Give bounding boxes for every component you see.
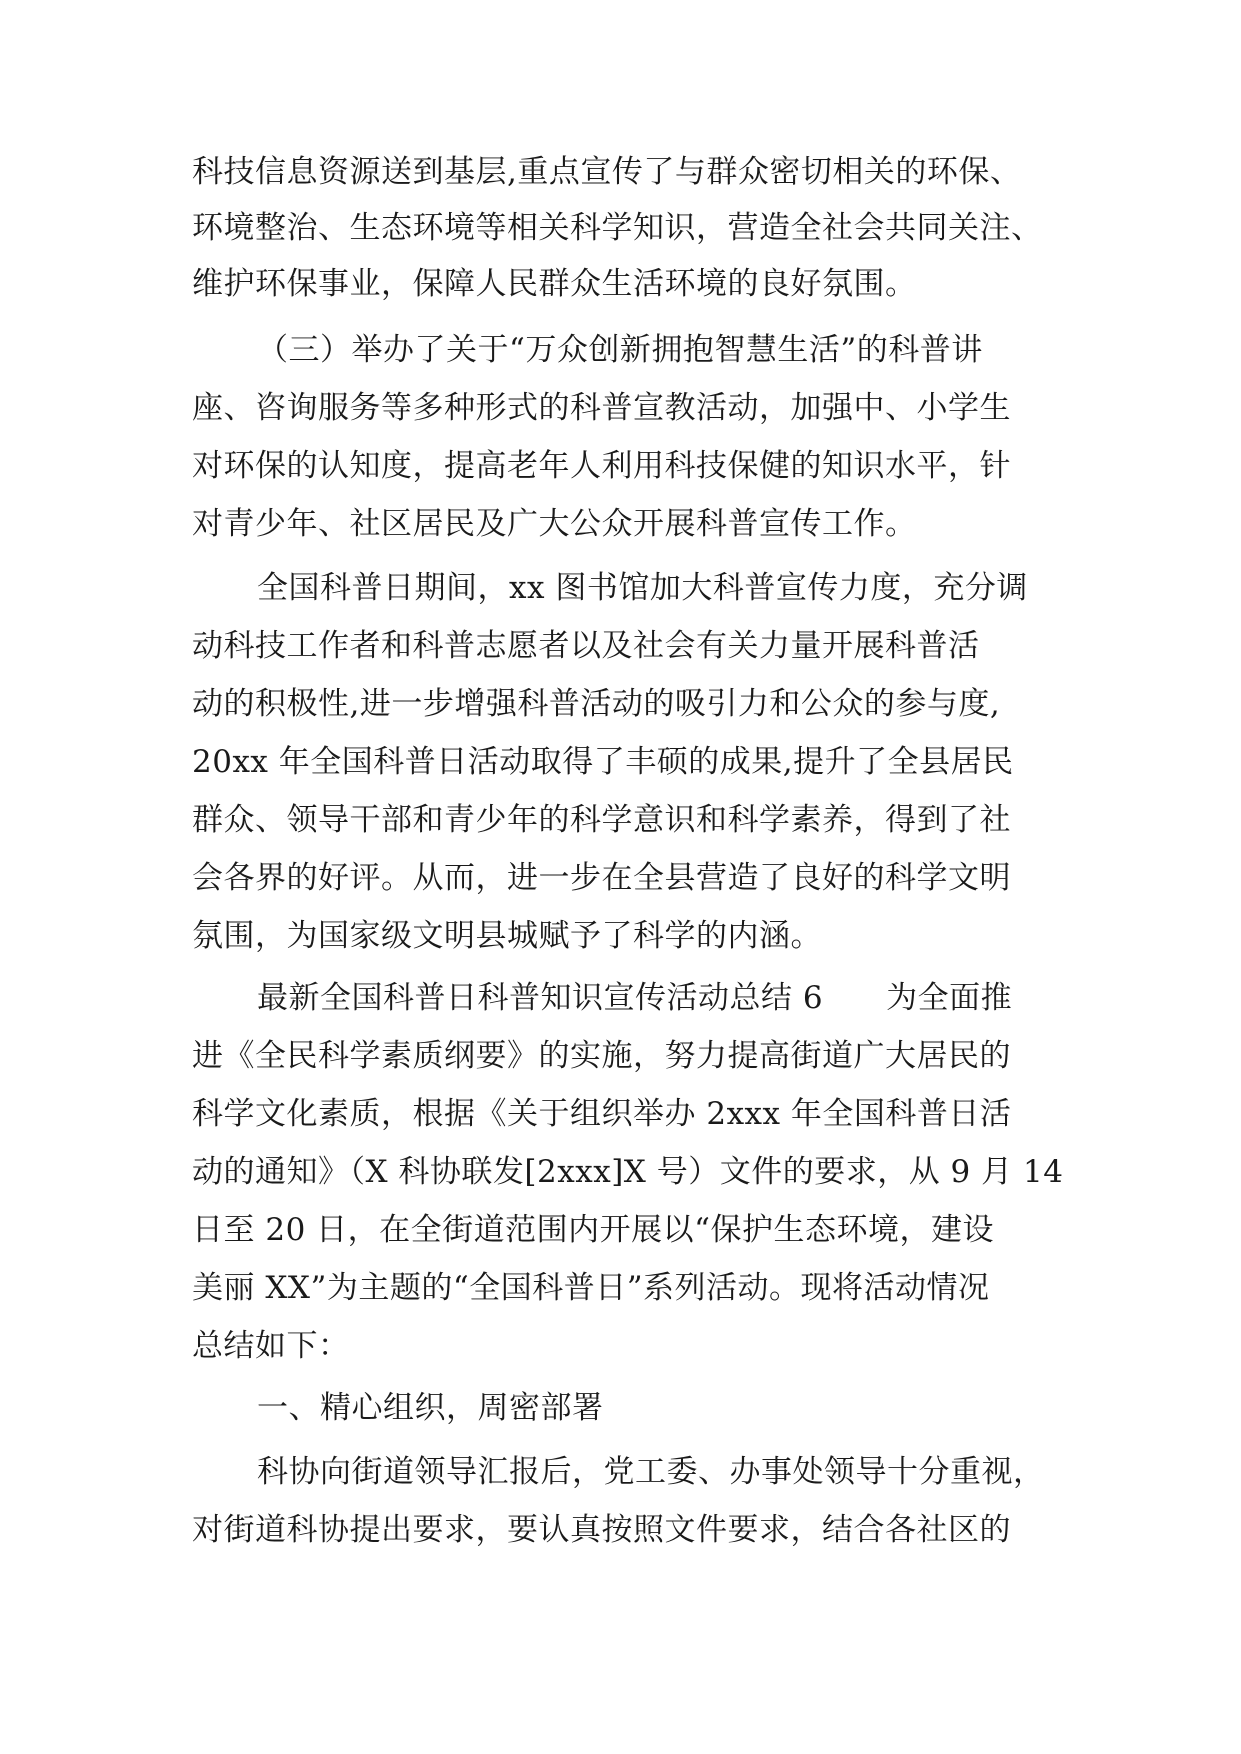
text-line: 科学文化素质，根据《关于组织举办 2xxx 年全国科普日活 [192, 1096, 1012, 1132]
text-line: 对街道科协提出要求，要认真按照文件要求，结合各社区的 [192, 1512, 1011, 1548]
text-line: 20xx 年全国科普日活动取得了丰硕的成果,提升了全县居民 [192, 744, 1014, 780]
text-line: （三）举办了关于“万众创新拥抱智慧生活”的科普讲 [257, 332, 983, 368]
text-line: 座、咨询服务等多种形式的科普宣教活动，加强中、小学生 [192, 390, 1011, 426]
text-line: 对环保的认知度，提高老年人利用科技保健的知识水平，针 [192, 448, 1011, 484]
text-line: 日至 20 日，在全街道范围内开展以“保护生态环境，建设 [192, 1212, 994, 1248]
text-line: 进《全民科学素质纲要》的实施，努力提高街道广大居民的 [192, 1038, 1011, 1074]
text-line: 动的积极性,进一步增强科普活动的吸引力和公众的参与度, [192, 686, 1001, 722]
text-line: 科技信息资源送到基层,重点宣传了与群众密切相关的环保、 [192, 154, 1022, 190]
text-line: 维护环保事业，保障人民群众生活环境的良好氛围。 [192, 266, 917, 302]
text-line: 科协向街道领导汇报后，党工委、办事处领导十分重视， [257, 1454, 1045, 1490]
text-line: 最新全国科普日科普知识宣传活动总结 6 为全面推 [257, 980, 1013, 1016]
text-line: 对青少年、社区居民及广大公众开展科普宣传工作。 [192, 506, 917, 542]
text-line: 环境整治、生态环境等相关科学知识，营造全社会共同关注、 [192, 210, 1043, 246]
text-line: 动科技工作者和科普志愿者以及社会有关力量开展科普活 [192, 628, 980, 664]
text-line: 会各界的好评。从而，进一步在全县营造了良好的科学文明 [192, 860, 1011, 896]
text-line: 全国科普日期间，xx 图书馆加大科普宣传力度，充分调 [257, 570, 1028, 606]
text-line: 氛围，为国家级文明县城赋予了科学的内涵。 [192, 918, 822, 954]
text-line: 群众、领导干部和青少年的科学意识和科学素养，得到了社 [192, 802, 1011, 838]
text-line: 总结如下： [192, 1328, 350, 1364]
text-line: 美丽 XX”为主题的“全国科普日”系列活动。现将活动情况 [192, 1270, 990, 1306]
section-heading: 一、精心组织，周密部署 [257, 1390, 604, 1426]
text-line: 动的通知》（X 科协联发[2xxx]X 号）文件的要求，从 9 月 14 [192, 1154, 1064, 1190]
